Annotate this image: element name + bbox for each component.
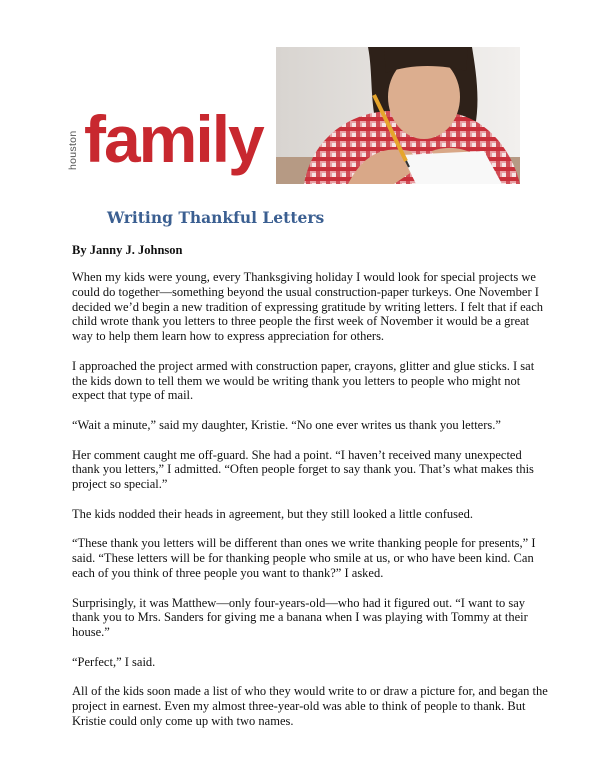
article-paragraph: I approached the project armed with construction paper, crayons, glitter and glue sticks. I sat the kids down to tell them we would be writing thank you letters to people who might not expect that type of mail. — [72, 358, 535, 403]
girl-writing-photo — [276, 47, 520, 184]
article-paragraph: All of the kids soon made a list of who they would write to or draw a picture for, and began the project in earnest. Even my almost three-year-old was able to think of people to thank. But Kristie could only come up with two names. — [72, 684, 548, 728]
article-paragraph: When my kids were young, every Thanksgiving holiday I would look for special projects we could do together—something beyond the usual construction-paper turkeys. One November I decided we’d begin a new tradition of expressing gratitude by writing letters. I felt that if each child wrote thank you letters to three people the first week of November it would be a great way to help them learn how to express appreciation for others. — [72, 270, 544, 344]
article-paragraph: The kids nodded their heads in agreement, but they still looked a little confused. — [72, 506, 473, 521]
article-byline: By Janny J. Johnson — [72, 243, 183, 257]
article-paragraph: “Wait a minute,” said my daughter, Kristie. “No one ever writes us thank you letters.” — [72, 417, 501, 432]
article-title: Writing Thankful Letters — [107, 208, 325, 227]
article-body — [72, 270, 550, 744]
logo-family-text: family — [84, 102, 263, 176]
article-paragraph: Surprisingly, it was Matthew—only four-years-old—who had it figured out. “I want to say thank you to Mrs. Sanders for giving me a banana when I was playing with Tommy at their house.” — [72, 595, 528, 640]
article-paragraph: Her comment caught me off-guard. She had a point. “I haven’t received many unexpected thank you letters,” I admitted. “Often people forget to say thank you. That’s what makes this project so special.” — [72, 447, 534, 492]
article-paragraph: “These thank you letters will be different than ones we write thanking people for presents,” I said. “These letters will be for thanking people who smile at us, or who have been kind. Can each of you think of three people you want to thank?” I asked. — [72, 536, 536, 580]
article-paragraph: “Perfect,” I said. — [72, 654, 156, 669]
logo-houston-text: houston — [67, 130, 79, 170]
